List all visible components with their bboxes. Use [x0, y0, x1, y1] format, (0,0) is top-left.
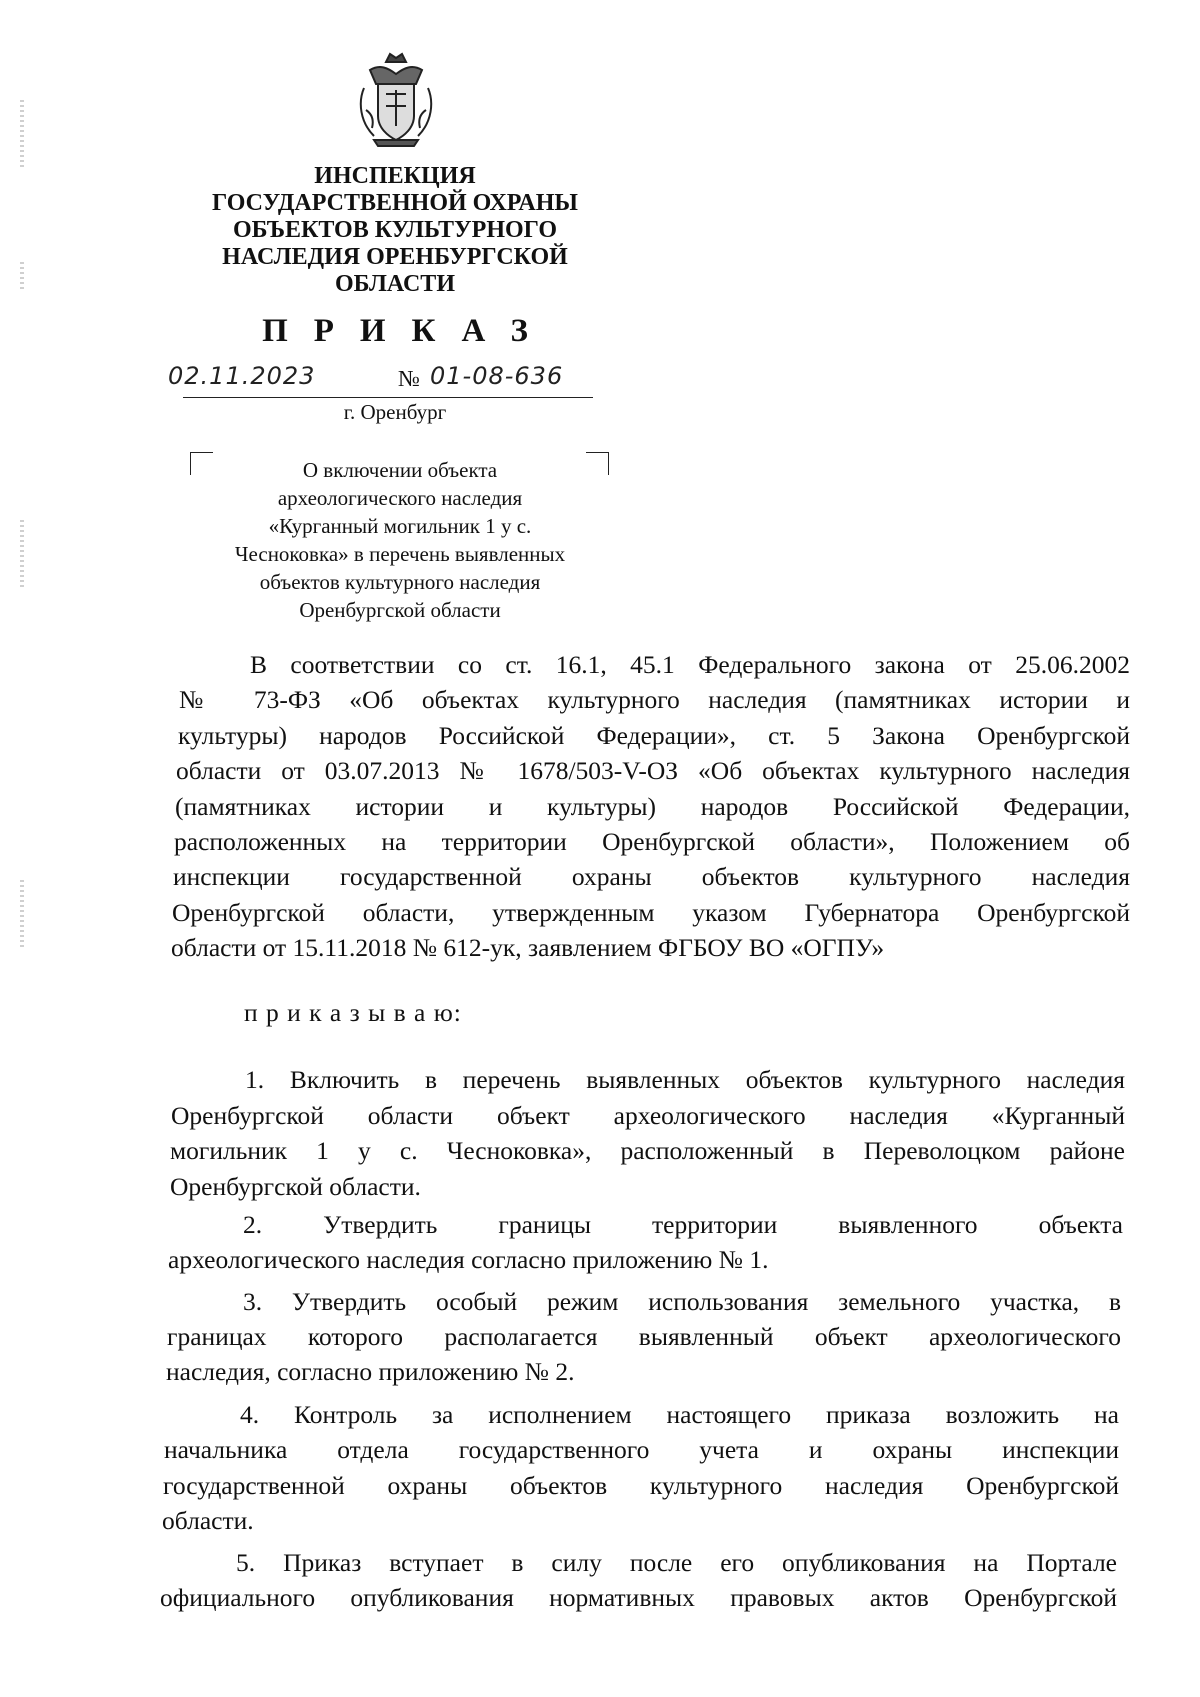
org-line: НАСЛЕДИЯ ОРЕНБУРГСКОЙ: [222, 244, 568, 270]
item-line: официального опубликования нормативных правовых актов Оренбургской: [160, 1583, 1117, 1612]
subject-line: Чесноковка» в перечень выявленных: [234, 542, 566, 566]
document-subject: [190, 456, 610, 624]
item-line: могильник 1 у с. Чесноковка», расположенный в Переволоцком районе: [170, 1136, 1125, 1165]
item-line: 3. Утвердить особый режим использования земельного участка, в: [243, 1287, 1121, 1316]
scan-artifact: [20, 880, 24, 950]
preamble-line: Оренбургской области, утвержденным указом Губернатора Оренбургской: [172, 898, 1130, 927]
preamble-line: культуры) народов Российской Федерации», ст. 5 Закона Оренбургской: [178, 721, 1130, 750]
subject-line: Оренбургской области: [299, 598, 501, 622]
organization-name: [180, 163, 610, 298]
item-line: 2. Утвердить границы территории выявленного объекта: [243, 1210, 1123, 1239]
number-label: №: [398, 366, 420, 391]
preamble-line: области от 03.07.2013 № 1678/503-V-ОЗ «Об объектах культурного наследия: [176, 756, 1130, 785]
subject-line: «Курганный могильник 1 у с.: [268, 514, 532, 538]
order-word: п р и к а з ы в а ю:: [244, 998, 462, 1027]
scan-artifact: [20, 520, 24, 590]
document-date: 02.11.2023: [168, 362, 316, 390]
subject-line: объектов культурного наследия: [259, 570, 541, 594]
org-line: ОБЛАСТИ: [335, 271, 455, 297]
preamble-line: В соответствии со ст. 16.1, 45.1 Федерального закона от 25.06.2002: [250, 650, 1130, 679]
document-city: г. Оренбург: [343, 400, 447, 424]
preamble-line: (памятниках истории и культуры) народов Российской Федерации,: [175, 792, 1130, 821]
org-line: ИНСПЕКЦИЯ: [314, 163, 476, 189]
org-line: ГОСУДАРСТВЕННОЙ ОХРАНЫ: [212, 190, 578, 216]
document-title: ПРИКАЗ: [262, 313, 554, 349]
item-line: 1. Включить в перечень выявленных объектов культурного наследия: [245, 1065, 1125, 1094]
scan-artifact: [20, 262, 24, 292]
item-line: наследия, согласно приложению № 2.: [166, 1357, 575, 1386]
document-number: 01-08-636: [430, 362, 564, 390]
preamble-line: области от 15.11.2018 № 612-ук, заявлением ФГБОУ ВО «ОГПУ»: [171, 933, 885, 962]
preamble-line: № 73-ФЗ «Об объектах культурного наследия (памятниках истории и: [179, 685, 1130, 714]
item-line: государственной охраны объектов культурного наследия Оренбургской: [163, 1471, 1119, 1500]
item-line: границах которого располагается выявленный объект археологического: [167, 1322, 1121, 1351]
item-line: Оренбургской области.: [170, 1172, 421, 1201]
item-line: области.: [162, 1506, 254, 1535]
coat-of-arms-icon: [356, 50, 436, 150]
item-line: археологического наследия согласно приложению № 1.: [168, 1245, 769, 1274]
subject-line: археологического наследия: [277, 486, 523, 510]
item-line: 4. Контроль за исполнением настоящего приказа возложить на: [240, 1400, 1119, 1429]
date-number-underline: [183, 397, 593, 398]
org-line: ОБЪЕКТОВ КУЛЬТУРНОГО: [232, 217, 558, 243]
item-line: Оренбургской области объект археологического наследия «Курганный: [171, 1101, 1125, 1130]
scan-artifact: [20, 100, 24, 170]
subject-line: О включении объекта: [302, 458, 498, 482]
item-line: 5. Приказ вступает в силу после его опубликования на Портале: [236, 1548, 1117, 1577]
preamble-line: расположенных на территории Оренбургской области», Положением об: [174, 827, 1130, 856]
item-line: начальника отдела государственного учета и охраны инспекции: [164, 1435, 1119, 1464]
preamble-line: инспекции государственной охраны объектов культурного наследия: [173, 862, 1130, 891]
